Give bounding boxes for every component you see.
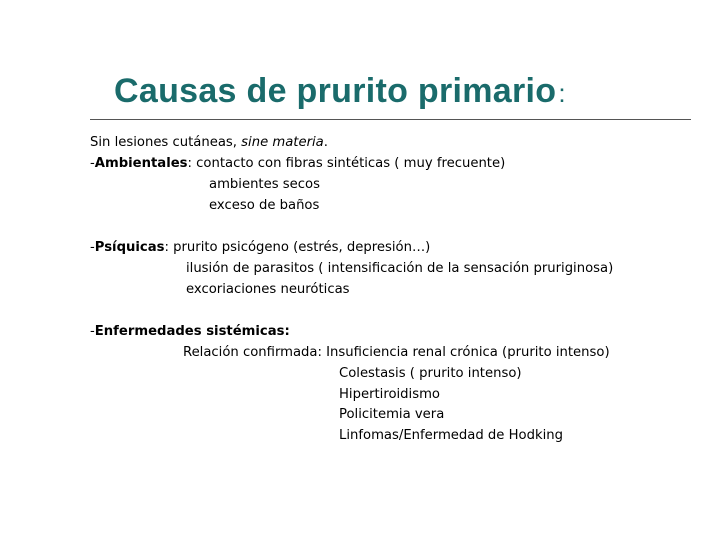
sistemicas-confirmed-line: [183, 345, 610, 361]
sistemicas-item: Hipertiroidismo: [339, 387, 441, 402]
intro-text: Sin lesiones cutáneas,: [90, 135, 242, 150]
title-underline: [90, 119, 691, 120]
sistemicas-item: Insuficiencia renal crónica (prurito intenso): [326, 345, 610, 360]
ambientales-text: : contacto con fibras sintéticas ( muy frecuente): [187, 156, 506, 171]
psiquicas-label: Psíquicas: [94, 240, 165, 255]
ambientales-dash: -: [90, 156, 95, 171]
slide-title: [114, 72, 566, 111]
intro-italic: sine materia: [241, 135, 324, 150]
psiquicas-item: excoriaciones neuróticas: [186, 282, 350, 297]
ambientales-item: ambientes secos: [209, 177, 320, 192]
intro-line: [90, 135, 328, 151]
sistemicas-dash: -: [90, 324, 95, 339]
sistemicas-label: Enfermedades sistémicas:: [94, 324, 290, 339]
psiquicas-text: : prurito psicógeno (estrés, depresión…): [164, 240, 431, 255]
intro-end: .: [323, 135, 328, 150]
sistemicas-item: Colestasis ( prurito intenso): [339, 366, 522, 381]
sistemicas-item: Policitemia vera: [339, 407, 445, 422]
sistemicas-confirmed-label: Relación confirmada:: [183, 345, 327, 360]
slide-title-text: Causas de prurito primario: [114, 72, 557, 110]
psiquicas-item: ilusión de parasitos ( intensificación de la sensación pruriginosa): [186, 261, 614, 276]
ambientales-label: Ambientales: [94, 156, 188, 171]
psiquicas-dash: -: [90, 240, 95, 255]
slide-title-colon: :: [558, 78, 566, 108]
ambientales-item: exceso de baños: [209, 198, 320, 213]
sistemicas-line: [90, 324, 290, 340]
psiquicas-line: [90, 240, 430, 256]
ambientales-line: [90, 156, 505, 172]
sistemicas-item: Linfomas/Enfermedad de Hodking: [339, 428, 563, 443]
